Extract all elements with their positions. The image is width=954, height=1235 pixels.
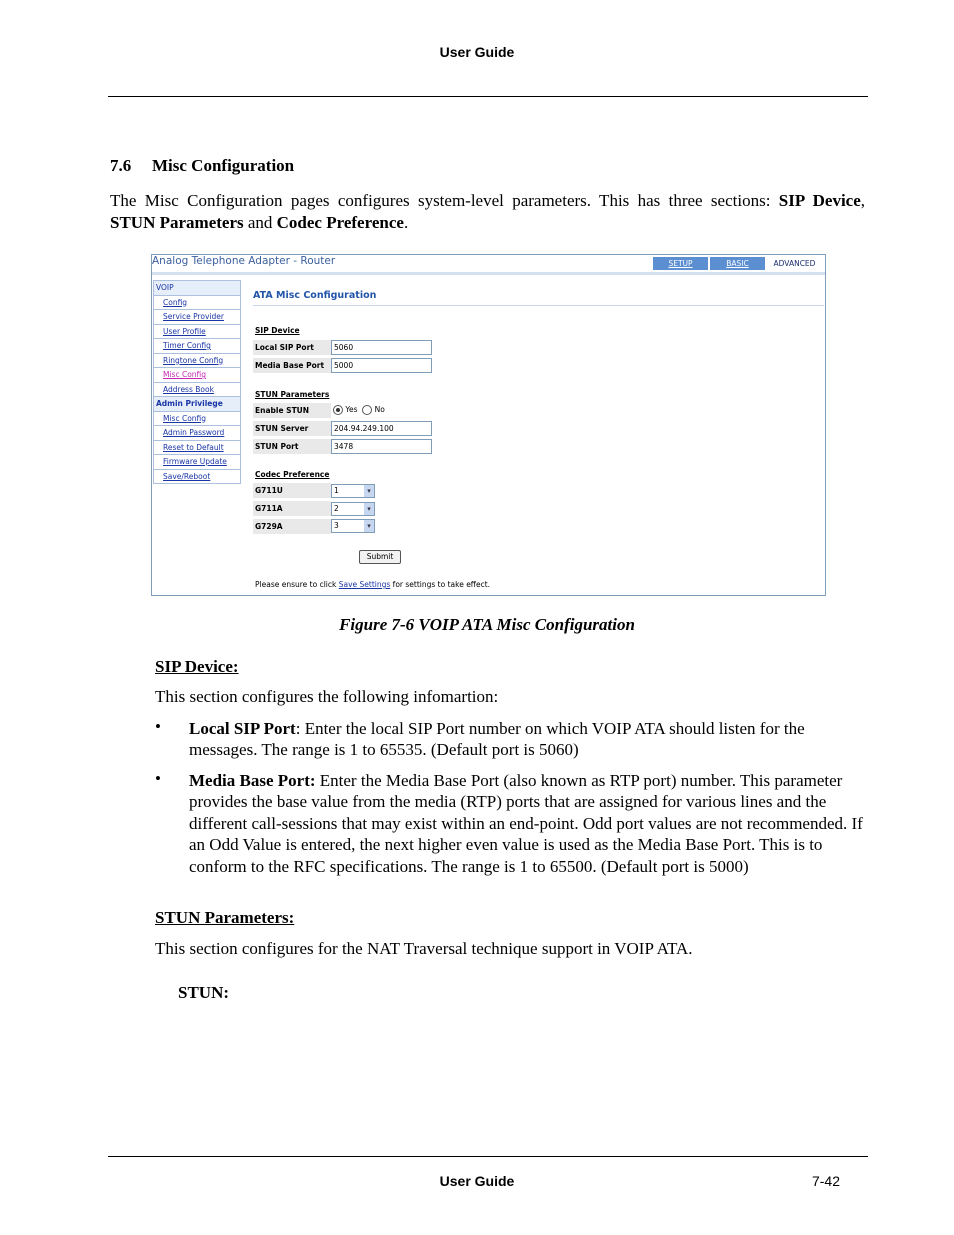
- sidebar-item-misc-config[interactable]: Misc Config: [153, 368, 241, 383]
- page-title: ATA Misc Configuration: [253, 290, 377, 301]
- page-header: User Guide: [439, 44, 515, 60]
- sip-device-heading: SIP Device: [255, 326, 300, 335]
- stun-no-radio[interactable]: [362, 405, 372, 415]
- sidebar-item-ringtone-config[interactable]: Ringtone Config: [153, 354, 241, 369]
- stun-no-label: No: [374, 405, 385, 414]
- enable-stun-label: Enable STUN: [253, 403, 331, 418]
- title-bar-rule: [152, 272, 825, 275]
- sidebar-nav: [153, 280, 241, 484]
- intro-paragraph: [110, 190, 865, 234]
- bullet-icon: •: [155, 717, 161, 736]
- sidebar-voip-head: VOIP: [153, 280, 241, 296]
- figure-caption: Figure 7-6 VOIP ATA Misc Configuration: [339, 615, 635, 634]
- bullet-term: Local SIP Port: [189, 719, 296, 738]
- codec-g711u-label: G711U: [253, 483, 331, 498]
- header-rule: [108, 96, 868, 97]
- section-title: Misc Configuration: [152, 156, 295, 175]
- submit-button[interactable]: Submit: [359, 550, 401, 564]
- enable-stun-radios: [333, 405, 385, 415]
- save-note: [255, 580, 490, 589]
- sidebar-item-save-reboot[interactable]: Save/Reboot: [153, 470, 241, 485]
- intro-sip-device: SIP Device: [778, 191, 861, 210]
- intro-sep: ,: [860, 191, 866, 210]
- intro-stun-parameters: STUN Parameters: [110, 213, 244, 232]
- codec-g711a-label: G711A: [253, 501, 331, 516]
- codec-g729a-label: G729A: [253, 519, 331, 534]
- sidebar-item-user-profile[interactable]: User Profile: [153, 325, 241, 340]
- tab-basic[interactable]: BASIC: [710, 257, 765, 270]
- save-settings-link[interactable]: Save Settings: [338, 580, 391, 589]
- stun-subheading: STUN:: [178, 983, 230, 1002]
- stun-port-input[interactable]: 3478: [331, 439, 432, 454]
- bullet-local-sip-port: [155, 718, 867, 761]
- sip-device-section-heading: SIP Device:: [155, 657, 239, 676]
- section-heading: [110, 156, 294, 176]
- codec-g711a-value: 2: [334, 504, 339, 513]
- sip-device-section-intro: This section configures the following infomartion:: [155, 687, 499, 706]
- sidebar-item-admin-misc-config[interactable]: Misc Config: [153, 412, 241, 427]
- codec-g729a-select[interactable]: [331, 519, 375, 533]
- app-title: Analog Telephone Adapter - Router: [152, 255, 336, 267]
- bullet-term: Media Base Port:: [189, 771, 316, 790]
- sidebar-item-reset-default[interactable]: Reset to Default: [153, 441, 241, 456]
- note-text: Please ensure to click: [255, 580, 339, 589]
- stun-parameters-heading: STUN Parameters: [255, 390, 330, 399]
- sidebar-item-address-book[interactable]: Address Book: [153, 383, 241, 398]
- chevron-down-icon: ▾: [364, 520, 374, 532]
- stun-section-intro: This section configures for the NAT Traversal technique support in VOIP ATA.: [155, 939, 693, 958]
- chevron-down-icon: ▾: [364, 485, 374, 497]
- media-base-port-input[interactable]: 5000: [331, 358, 432, 373]
- stun-section-heading: STUN Parameters:: [155, 908, 295, 927]
- sidebar-item-timer-config[interactable]: Timer Config: [153, 339, 241, 354]
- stun-port-label: STUN Port: [253, 439, 331, 454]
- sidebar-item-service-provider[interactable]: Service Provider: [153, 310, 241, 325]
- bullet-media-base-port: [155, 770, 867, 877]
- intro-sep: and: [243, 213, 277, 232]
- media-base-port-label: Media Base Port: [253, 358, 331, 373]
- tab-setup[interactable]: SETUP: [653, 257, 708, 270]
- intro-text: The Misc Configuration pages configures system-level parameters. This has three sections:: [110, 191, 779, 210]
- sidebar-item-admin-password[interactable]: Admin Password: [153, 426, 241, 441]
- tab-advanced[interactable]: ADVANCED: [767, 257, 822, 270]
- codec-g711u-select[interactable]: [331, 484, 375, 498]
- codec-g711u-value: 1: [334, 486, 339, 495]
- sidebar-item-firmware-update[interactable]: Firmware Update: [153, 455, 241, 470]
- title-divider: [253, 305, 824, 306]
- intro-codec-preference: Codec Preference: [276, 213, 404, 232]
- bullet-icon: •: [155, 769, 161, 788]
- figure-screenshot: [151, 254, 826, 596]
- sidebar-item-config[interactable]: Config: [153, 296, 241, 311]
- intro-end: .: [403, 213, 409, 232]
- note-text-end: for settings to take effect.: [390, 580, 491, 589]
- stun-yes-radio[interactable]: [333, 405, 343, 415]
- page-number: 7-42: [811, 1173, 840, 1189]
- stun-yes-label: Yes: [345, 405, 358, 414]
- local-sip-port-label: Local SIP Port: [253, 340, 331, 355]
- codec-g729a-value: 3: [334, 521, 339, 530]
- stun-server-input[interactable]: 204.94.249.100: [331, 421, 432, 436]
- bullet-text: Enter the Media Base Port (also known as RTP port) number. This parameter provides the base value from the media (RTP) ports that are assigned for various lines and the different call-sessions that may exist within an end-point. Odd port values are not recommended. If an Odd Value is entered, the next higher even value is used as the Media Base Port. This is to conform to the RFC specifications. The range is 1 to 65500. (Default port is 5000): [189, 771, 863, 876]
- footer-rule: [108, 1156, 868, 1157]
- stun-server-label: STUN Server: [253, 421, 331, 436]
- bullet-text: : Enter the local SIP Port number on which VOIP ATA should listen for the messages. The range is 1 to 65535. (Default port is 5060): [189, 719, 805, 760]
- local-sip-port-input[interactable]: 5060: [331, 340, 432, 355]
- codec-g711a-select[interactable]: [331, 502, 375, 516]
- chevron-down-icon: ▾: [364, 503, 374, 515]
- codec-preference-heading: Codec Preference: [255, 470, 330, 479]
- sidebar-admin-head: Admin Privilege: [153, 397, 241, 412]
- page-footer: User Guide: [439, 1173, 515, 1189]
- top-tabs: [653, 257, 822, 270]
- section-number: 7.6: [110, 156, 132, 175]
